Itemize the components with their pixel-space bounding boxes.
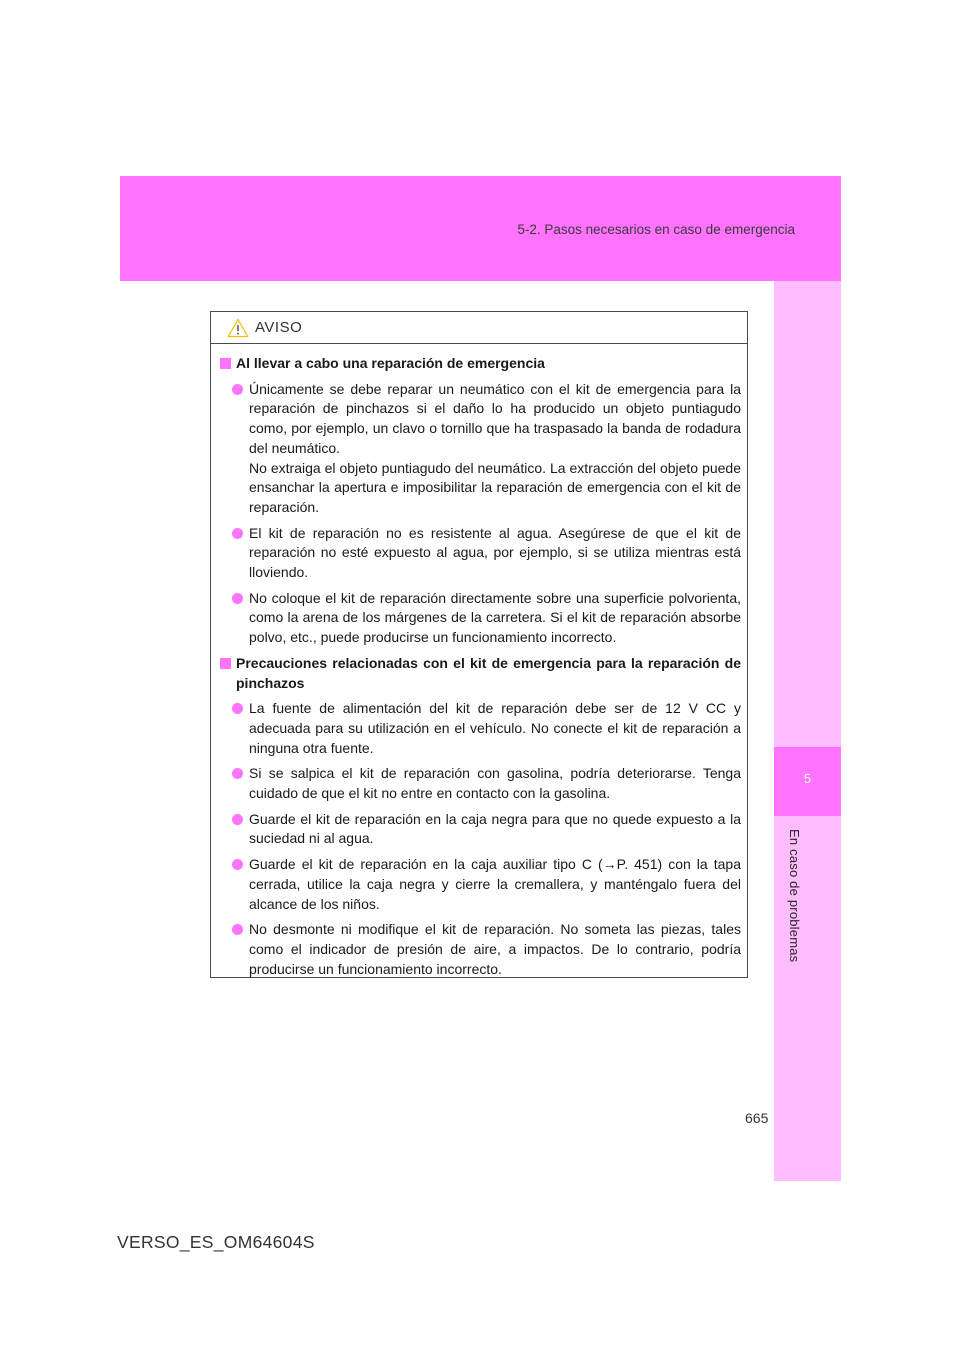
list-item xyxy=(218,855,741,914)
list-item xyxy=(218,380,741,518)
list-item xyxy=(218,920,741,979)
round-bullet-icon xyxy=(232,593,243,604)
list-item xyxy=(218,764,741,803)
warning-triangle-icon xyxy=(227,318,249,338)
round-bullet-icon xyxy=(232,814,243,825)
warning-body xyxy=(211,344,747,979)
chapter-title: En caso de problemas xyxy=(787,829,802,963)
list-item-text: Si se salpica el kit de reparación con gasolina, podría deteriorarse. Tenga cuidado de que el kit no entre en contacto con la gasolina. xyxy=(249,765,741,802)
list-item-text: No desmonte ni modifique el kit de reparación. No someta las piezas, tales como el indicador de presión de aire, a impactos. De lo contrario, podría producirse un funcionamiento incorrecto. xyxy=(249,921,741,977)
header-band xyxy=(120,176,841,281)
warning-label: AVISO xyxy=(255,319,303,336)
list-item-text: El kit de reparación no es resistente al agua. Asegúrese de que el kit de reparación no esté expuesto al agua, por ejemplo, si se utiliza mientras está lloviendo. xyxy=(249,524,741,581)
section-heading-text: Precauciones relacionadas con el kit de emergencia para la reparación de pinchazos xyxy=(236,654,741,691)
chapter-tab[interactable] xyxy=(774,747,841,816)
round-bullet-icon xyxy=(232,384,243,395)
round-bullet-icon xyxy=(232,768,243,779)
square-bullet-icon xyxy=(220,358,231,369)
list-item-text: La fuente de alimentación del kit de reparación debe ser de 12 V CC y adecuada para su utilización en el vehículo. No conecte el kit de reparación a ninguna otra fuente. xyxy=(249,700,741,756)
section-title: 5-2. Pasos necesarios en caso de emergencia xyxy=(517,222,795,237)
list-item xyxy=(218,699,741,758)
section-heading xyxy=(218,354,741,374)
section-heading-text: Al llevar a cabo una reparación de emergencia xyxy=(236,355,545,371)
warning-box xyxy=(210,311,748,978)
round-bullet-icon xyxy=(232,859,243,870)
footer-code: VERSO_ES_OM64604S xyxy=(117,1232,315,1252)
round-bullet-icon xyxy=(232,528,243,539)
list-item xyxy=(218,810,741,849)
list-item xyxy=(218,524,741,583)
page-number: 665 xyxy=(745,1110,769,1126)
warning-header xyxy=(211,312,747,344)
round-bullet-icon xyxy=(232,703,243,714)
section-heading xyxy=(218,654,741,693)
list-item xyxy=(218,589,741,648)
list-item-text: No extraiga el objeto puntiagudo del neumático. La extracción del objeto puede ensanchar la apertura e imposibilitar la reparación de emergencia con el kit de reparación. xyxy=(249,459,741,515)
chapter-number: 5 xyxy=(803,771,812,786)
square-bullet-icon xyxy=(220,658,231,669)
side-strip xyxy=(774,281,841,1181)
round-bullet-icon xyxy=(232,924,243,935)
list-item-text: Únicamente se debe reparar un neumático con el kit de emergencia para la reparación de pinchazos si el daño lo ha producido un objeto puntiagudo como, por ejemplo, un clavo o tornillo que ha traspasado la banda de rodadura del neumático. xyxy=(249,380,741,456)
list-item-text: Guarde el kit de reparación en la caja negra para que no quede expuesto a la suciedad ni al agua. xyxy=(249,810,741,847)
list-item-text: Guarde el kit de reparación en la caja auxiliar tipo C (→P. 451) con la tapa cerrada, utilice la caja negra y cierre la cremallera, y manténgalo fuera del alcance de los niños. xyxy=(249,856,741,912)
list-item-text: No coloque el kit de reparación directamente sobre una superficie polvorienta, como la arena de los márgenes de la carretera. Si el kit de reparación absorbe polvo, etc., puede producirse un funcionamiento incorrecto. xyxy=(249,589,741,646)
